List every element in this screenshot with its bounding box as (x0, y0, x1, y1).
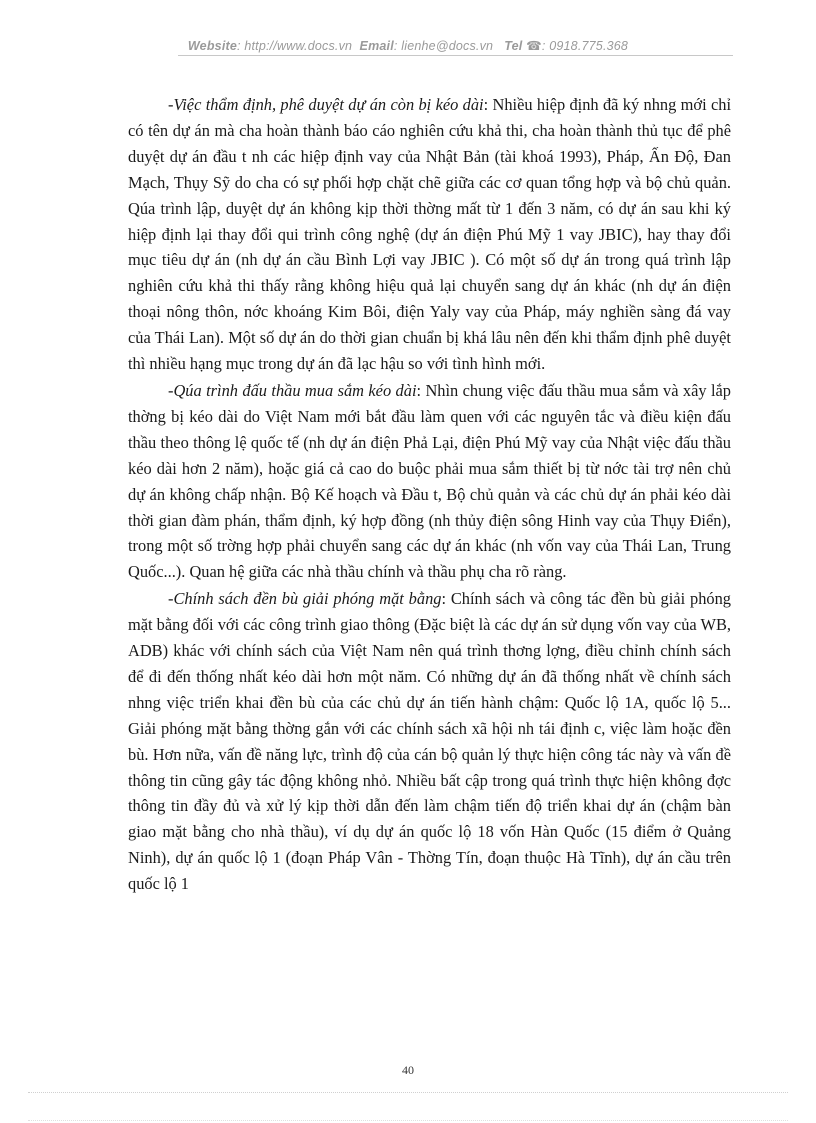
paragraph-text: : Nhiều hiệp định đã ký nhng mới chỉ có tên dự án mà cha hoàn thành báo cáo nghiên cứu khả thi, cha hoàn thành thủ tục để phê duyệt dự án đầu t nh các hiệp định vay của Nhật Bản (tài khoá 1993), Pháp, Ấn Độ, Đan Mạch, Thụy Sỹ do cha có sự phối hợp chặt chẽ giữa các cơ quan tổng hợp và bộ chủ quản. Qúa trình lập, duyệt dự án không kịp thời thờng mất từ 1 đến 3 năm, có dự án sau khi ký hiệp định lại thay đổi qui trình công nghệ (dự án điện Phú Mỹ 1 vay JBIC), hay thay đổi mục tiêu dự án (nh dự án cầu Bình Lợi vay JBIC ). Có một số dự án trong quá trình lập nghiên cứu khả thi thấy rằng không hiệu quả lại chuyển sang dự án khác (nh dự án điện thoại nông thôn, nớc khoáng Kim Bôi, điện Yaly vay của Pháp, máy nghiền sàng đá vay của Thái Lan). Một số dự án do thời gian chuẩn bị khá lâu nên đến khi thẩm định phê duyệt thì nhiều hạng mục trong dự án đã lạc hậu so với tình hình mới. (128, 95, 731, 374)
paragraph-text: : Nhìn chung việc đấu thầu mua sắm và xây lắp thờng bị kéo dài do Việt Nam mới bắt đầu làm quen với các nguyên tắc và điều kiện đấu thầu theo thông lệ quốc tế (nh dự án điện Phả Lại, điện Phú Mỹ vay của Nhật việc đấu thầu kéo dài hơn 2 năm), hoặc giá cả cao do buộc phải mua sắm thiết bị từ nớc tài trợ nên chủ dự án không chấp nhận. Bộ Kế hoạch và Đầu t, Bộ chủ quản và các chủ dự án phải kéo dài thời gian đàm phán, thẩm định, ký hợp đồng (nh thủy điện sông Hinh vay của Thụy Điển), trong một số trờng hợp phải chuyển sang các dự án khác (nh vốn vay của Thái Lan, Trung Quốc...). Quan hệ giữa các nhà thầu chính và thầu phụ cha rõ ràng. (128, 380, 731, 582)
paragraph-compensation (128, 586, 731, 897)
paragraph-lead: -Chính sách đền bù giải phóng mặt bằng (168, 589, 442, 609)
tel-value: : 0918.775.368 (541, 39, 629, 53)
document-body (128, 92, 731, 898)
paragraph-lead: -Việc thẩm định, phê duyệt dự án còn bị kéo dài (168, 95, 484, 114)
website-value: : http://www.docs.vn (237, 39, 353, 53)
paragraph-text: : Chính sách và công tác đền bù giải phóng mặt bằng đối với các công trình giao thông (Đặc biệt là các dự án sử dụng vốn vay của WB, ADB) khác với chính sách của Việt Nam nên quá trình thơng lợng, điều chỉnh chính sách để đi đến thống nhất kéo dài hơn một năm. Có những dự án đã thống nhất về chính sách nhng việc triển khai đền bù của các chủ dự án tiến hành chậm: Quốc lộ 1A, quốc lộ 5... Giải phóng mặt bằng thờng gắn với các chính sách xã hội nh tái định c, việc làm hoặc đền bù. Hơn nữa, vấn đề năng lực, trình độ của cán bộ quản lý thực hiện công tác này và vấn đề thông tin cũng gây tác động không nhỏ. Nhiều bất cập trong quá trình thực hiện không đợc thông tin đầy đủ và xử lý kịp thời dẫn đến làm chậm tiến độ triển khai dự án (chậm bàn giao mặt bằng cho nhà thầu), ví dụ dự án quốc lộ 18 vốn Hàn Quốc (15 điểm ở Quảng Ninh), dự án quốc lộ 1 (đoạn Pháp Vân - Thờng Tín, đoạn thuộc Hà Tĩnh), dự án cầu trên quốc lộ 1 (128, 589, 731, 894)
tel-label: Tel ☎ (504, 39, 542, 53)
paragraph-appraisal (128, 92, 731, 377)
footer-divider (28, 1092, 788, 1093)
page-number: 40 (402, 1063, 414, 1077)
email-value: : lienhe@docs.vn (393, 39, 494, 53)
paragraph-lead: -Qúa trình đấu thầu mua sắm kéo dài (168, 380, 417, 400)
header-divider (178, 55, 733, 56)
website-label: Website (187, 39, 238, 53)
paragraph-bidding (128, 378, 731, 585)
email-label: Email (359, 39, 394, 53)
page-header (0, 38, 816, 53)
page-edge-divider (28, 1120, 788, 1121)
